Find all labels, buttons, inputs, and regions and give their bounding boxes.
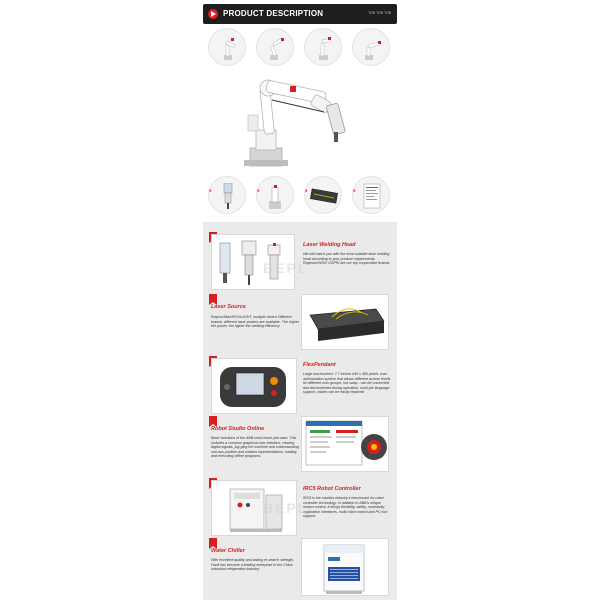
watermark: BEPL xyxy=(263,500,309,516)
software-window-icon xyxy=(302,417,390,473)
section-body-laser-welding-head: We will match you with the most suitable laser welding head according to your product requirements. Raytools/WSX/ OSPRI are our top cooperative brands. xyxy=(303,252,391,266)
section-title-irc5-controller: IRC5 Robot Controller xyxy=(303,486,361,492)
robot-arm-icon xyxy=(219,37,237,61)
section-body-laser-source: Raycus/Max/IPG/nLIGHT, multiple choice Different brands, different laser powers are available. The higher the power, the higher the welding efficiency xyxy=(211,315,299,329)
section-header xyxy=(203,4,397,24)
ribbon-icon xyxy=(209,294,217,302)
detail-thumb-robot[interactable] xyxy=(256,176,294,214)
water-chiller-icon xyxy=(302,539,390,597)
section-body-irc5-controller: IRC5 is the robotics industry's benchmark for robot controller technology. In addition to ABB's unique motion control, it brings flexibility, safety, modularity, application interfaces, multi-robot control and PC tool support. xyxy=(303,496,388,519)
ribbon-icon xyxy=(209,538,217,546)
page-title: PRODUCT DESCRIPTION xyxy=(223,9,324,18)
robot-arm-icon xyxy=(266,183,286,209)
water-chiller-image xyxy=(301,538,389,596)
section-title-laser-welding-head: Laser Welding Head xyxy=(303,242,356,248)
robot-arm-icon xyxy=(267,37,285,61)
detail-thumb-document[interactable] xyxy=(352,176,390,214)
robot-arm-icon xyxy=(363,37,381,61)
section-title-water-chiller: Water Chiller xyxy=(211,548,245,554)
laser-source-icon xyxy=(310,188,338,204)
play-icon xyxy=(208,9,218,19)
document-icon xyxy=(363,183,381,209)
detail-thumb-welding-head[interactable] xyxy=(208,176,246,214)
flexpendant-icon xyxy=(212,359,298,415)
laser-source-image xyxy=(301,294,389,350)
robot-studio-image xyxy=(301,416,389,472)
ribbon-icon xyxy=(209,416,217,424)
laser-source-icon xyxy=(302,295,390,351)
section-body-flexpendant: Large touchscreen: 7.7 inches 640 x 480 pixels. user authorization system that allows different access levels for different user groups, hot swap - can be connected and disconnected during operation, multi-ple language support, cables can be easily replaced xyxy=(303,372,391,395)
product-page xyxy=(203,0,397,600)
flexpendant-image xyxy=(211,358,297,414)
robot-arm-icon xyxy=(315,37,333,61)
header-tag: ТОВ ТОВ ТОВ xyxy=(367,11,391,15)
welding-robot-image xyxy=(238,60,368,175)
section-title-laser-source: Laser Source xyxy=(211,304,246,310)
feature-section xyxy=(203,222,397,600)
section-title-robot-studio-online: Robot Studio Online xyxy=(211,426,265,432)
section-title-flexpendant: FlexPendant xyxy=(303,362,336,368)
section-body-water-chiller: With excellent quality and lasting re-search strength, Hanli has become a leading enterprise in the China industrial refrigeration industry. xyxy=(211,558,295,572)
watermark: BEPL xyxy=(263,260,309,276)
welding-head-icon xyxy=(221,183,235,209)
detail-thumb-laser-source[interactable] xyxy=(304,176,342,214)
section-body-robot-studio-online: Basic functions of the ABB robot teach pen-dant. This includes a common graphical user interface, viewing digital signals, jog-ging the machine and understanding vari-ous position and rotation representations, loading and executing offline programs. xyxy=(211,436,299,459)
